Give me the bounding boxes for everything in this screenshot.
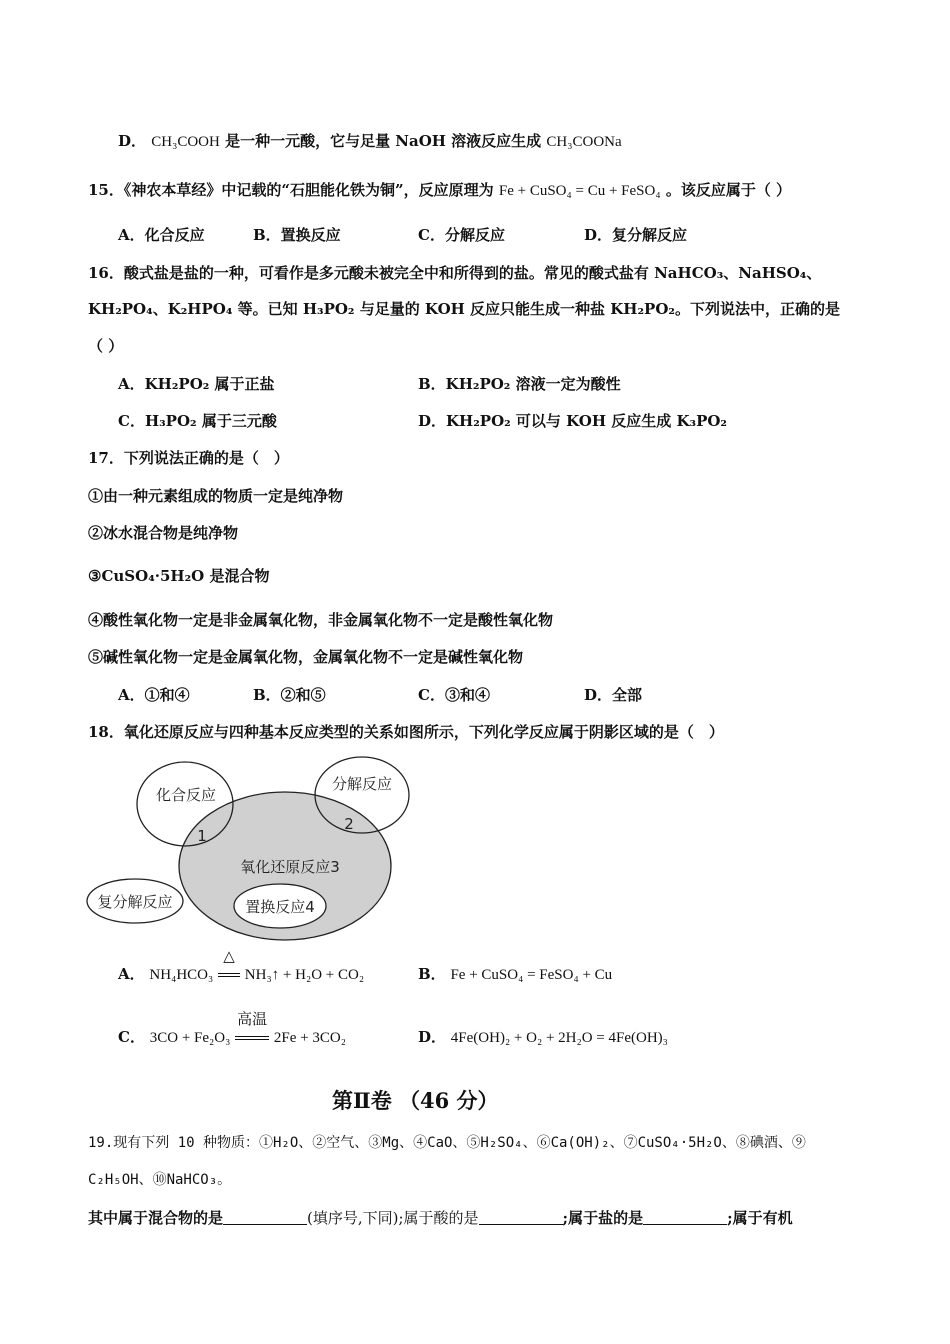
q16-option-a: A．KH₂PO₂ 属于正盐	[118, 375, 275, 393]
q17-item-3: ③CuSO₄·5H₂O 是混合物	[88, 567, 270, 585]
q14-d-formula2: CH₃COONa	[546, 134, 622, 150]
label-replacement: 置换反应4	[245, 898, 315, 916]
q19-text-c: ;属于盐的是	[562, 1209, 644, 1227]
label-decomposition: 分解反应	[331, 775, 393, 793]
label-double-decomposition: 复分解反应	[97, 893, 173, 911]
q17-option-b: B．②和⑤	[253, 686, 326, 704]
q15-stem	[88, 180, 791, 201]
high-temp-label: 高温	[237, 1010, 268, 1028]
blank-mixtures[interactable]	[223, 1208, 307, 1225]
q16-option-c: C．H₃PO₂ 属于三元酸	[118, 412, 277, 430]
q18-c-left: 3CO + Fe₂O₃	[149, 1030, 231, 1046]
part2-title: 第Ⅱ卷 （46 分）	[332, 1088, 499, 1113]
q17-stem: 17．下列说法正确的是（ ）	[88, 449, 289, 467]
q19-text-b: (填序号,下同);属于酸的是	[307, 1209, 479, 1227]
q14-d-label: D．	[118, 132, 147, 150]
q18-option-b	[418, 964, 612, 985]
q19-text-d: ;属于有机	[727, 1209, 793, 1227]
q18-a-condition	[218, 947, 240, 984]
q18-c-label: C．	[118, 1028, 145, 1046]
heat-symbol: △	[223, 947, 235, 965]
q16-option-b: B．KH₂PO₂ 溶液一定为酸性	[418, 375, 621, 393]
q15-option-c: C．分解反应	[418, 226, 505, 244]
combination-circle	[137, 762, 233, 846]
q17-item-2: ②冰水混合物是纯净物	[88, 524, 239, 542]
q19-line1: 19.现有下列 10 种物质：①H₂O、②空气、③Mg、④CaO、⑤H₂SO₄、⑥Ca(OH)₂、⑦CuSO₄·5H₂O、⑧碘酒、⑨	[88, 1135, 806, 1151]
q18-option-c	[118, 1010, 346, 1048]
q18-c-condition	[235, 1010, 269, 1047]
q19-text-a: 其中属于混合物的是	[88, 1209, 224, 1227]
q14-option-d	[118, 131, 622, 152]
label-redox: 氧化还原反应3	[240, 858, 340, 876]
reaction-venn-diagram	[80, 755, 430, 945]
q15-option-a: A．化合反应	[118, 226, 205, 244]
q17-item-1: ①由一种元素组成的物质一定是纯净物	[88, 487, 344, 505]
q18-a-label: A．	[118, 965, 145, 983]
q14-d-text: 是一种一元酸，它与足量 NaOH 溶液反应生成	[225, 132, 542, 150]
q19-line2: C₂H₅OH、⑩NaHCO₃。	[88, 1172, 232, 1188]
q16-line3: （ ）	[88, 337, 124, 355]
q17-item-4: ④酸性氧化物一定是非金属氧化物，非金属氧化物不一定是酸性氧化物	[88, 611, 554, 629]
q15-equation: Fe + CuSO₄ = Cu + FeSO₄	[498, 183, 661, 199]
q17-item-5: ⑤碱性氧化物一定是金属氧化物，金属氧化物不一定是碱性氧化物	[88, 648, 524, 666]
q18-a-right: NH₃↑ + H₂O + CO₂	[244, 967, 365, 983]
label-2: 2	[344, 815, 354, 833]
q18-option-d	[418, 1027, 668, 1048]
q18-a-left: NH₄HCO₃	[149, 967, 214, 983]
q19-line3	[88, 1208, 793, 1228]
q16-line2: KH₂PO₄、K₂HPO₄ 等。已知 H₃PO₂ 与足量的 KOH 反应只能生成一种盐 KH₂PO₂。下列说法中，正确的是	[88, 300, 840, 318]
q18-b-equation: Fe + CuSO₄ = FeSO₄ + Cu	[450, 967, 613, 983]
blank-salts[interactable]	[643, 1208, 727, 1225]
q15-option-d: D．复分解反应	[584, 226, 688, 244]
blank-acids[interactable]	[479, 1208, 563, 1225]
q18-c-right: 2Fe + 3CO₂	[273, 1030, 346, 1046]
q18-stem: 18．氧化还原反应与四种基本反应类型的关系如图所示，下列化学反应属于阴影区域的是（ ）	[88, 723, 724, 741]
label-1: 1	[197, 827, 207, 845]
q17-option-c: C．③和④	[418, 686, 490, 704]
label-combination: 化合反应	[155, 786, 217, 804]
q18-d-equation: 4Fe(OH)₂ + O₂ + 2H₂O = 4Fe(OH)₃	[450, 1030, 668, 1046]
q16-line1: 16．酸式盐是盐的一种，可看作是多元酸未被完全中和所得到的盐。常见的酸式盐有 NaHCO₃、NaHSO₄、	[88, 264, 822, 282]
q16-option-d: D．KH₂PO₂ 可以与 KOH 反应生成 K₃PO₂	[418, 412, 727, 430]
q15-stem-a: 15．《神农本草经》中记载的“石胆能化铁为铜”，反应原理为	[88, 181, 494, 199]
q15-stem-b: 。该反应属于（ ）	[665, 181, 792, 199]
q14-d-formula1: CH₃COOH	[151, 134, 220, 150]
q18-d-label: D．	[418, 1028, 447, 1046]
q18-option-a	[118, 947, 365, 985]
q18-b-label: B．	[418, 965, 446, 983]
q17-option-d: D．全部	[584, 686, 643, 704]
q17-option-a: A．①和④	[118, 686, 190, 704]
q15-option-b: B．置换反应	[253, 226, 341, 244]
